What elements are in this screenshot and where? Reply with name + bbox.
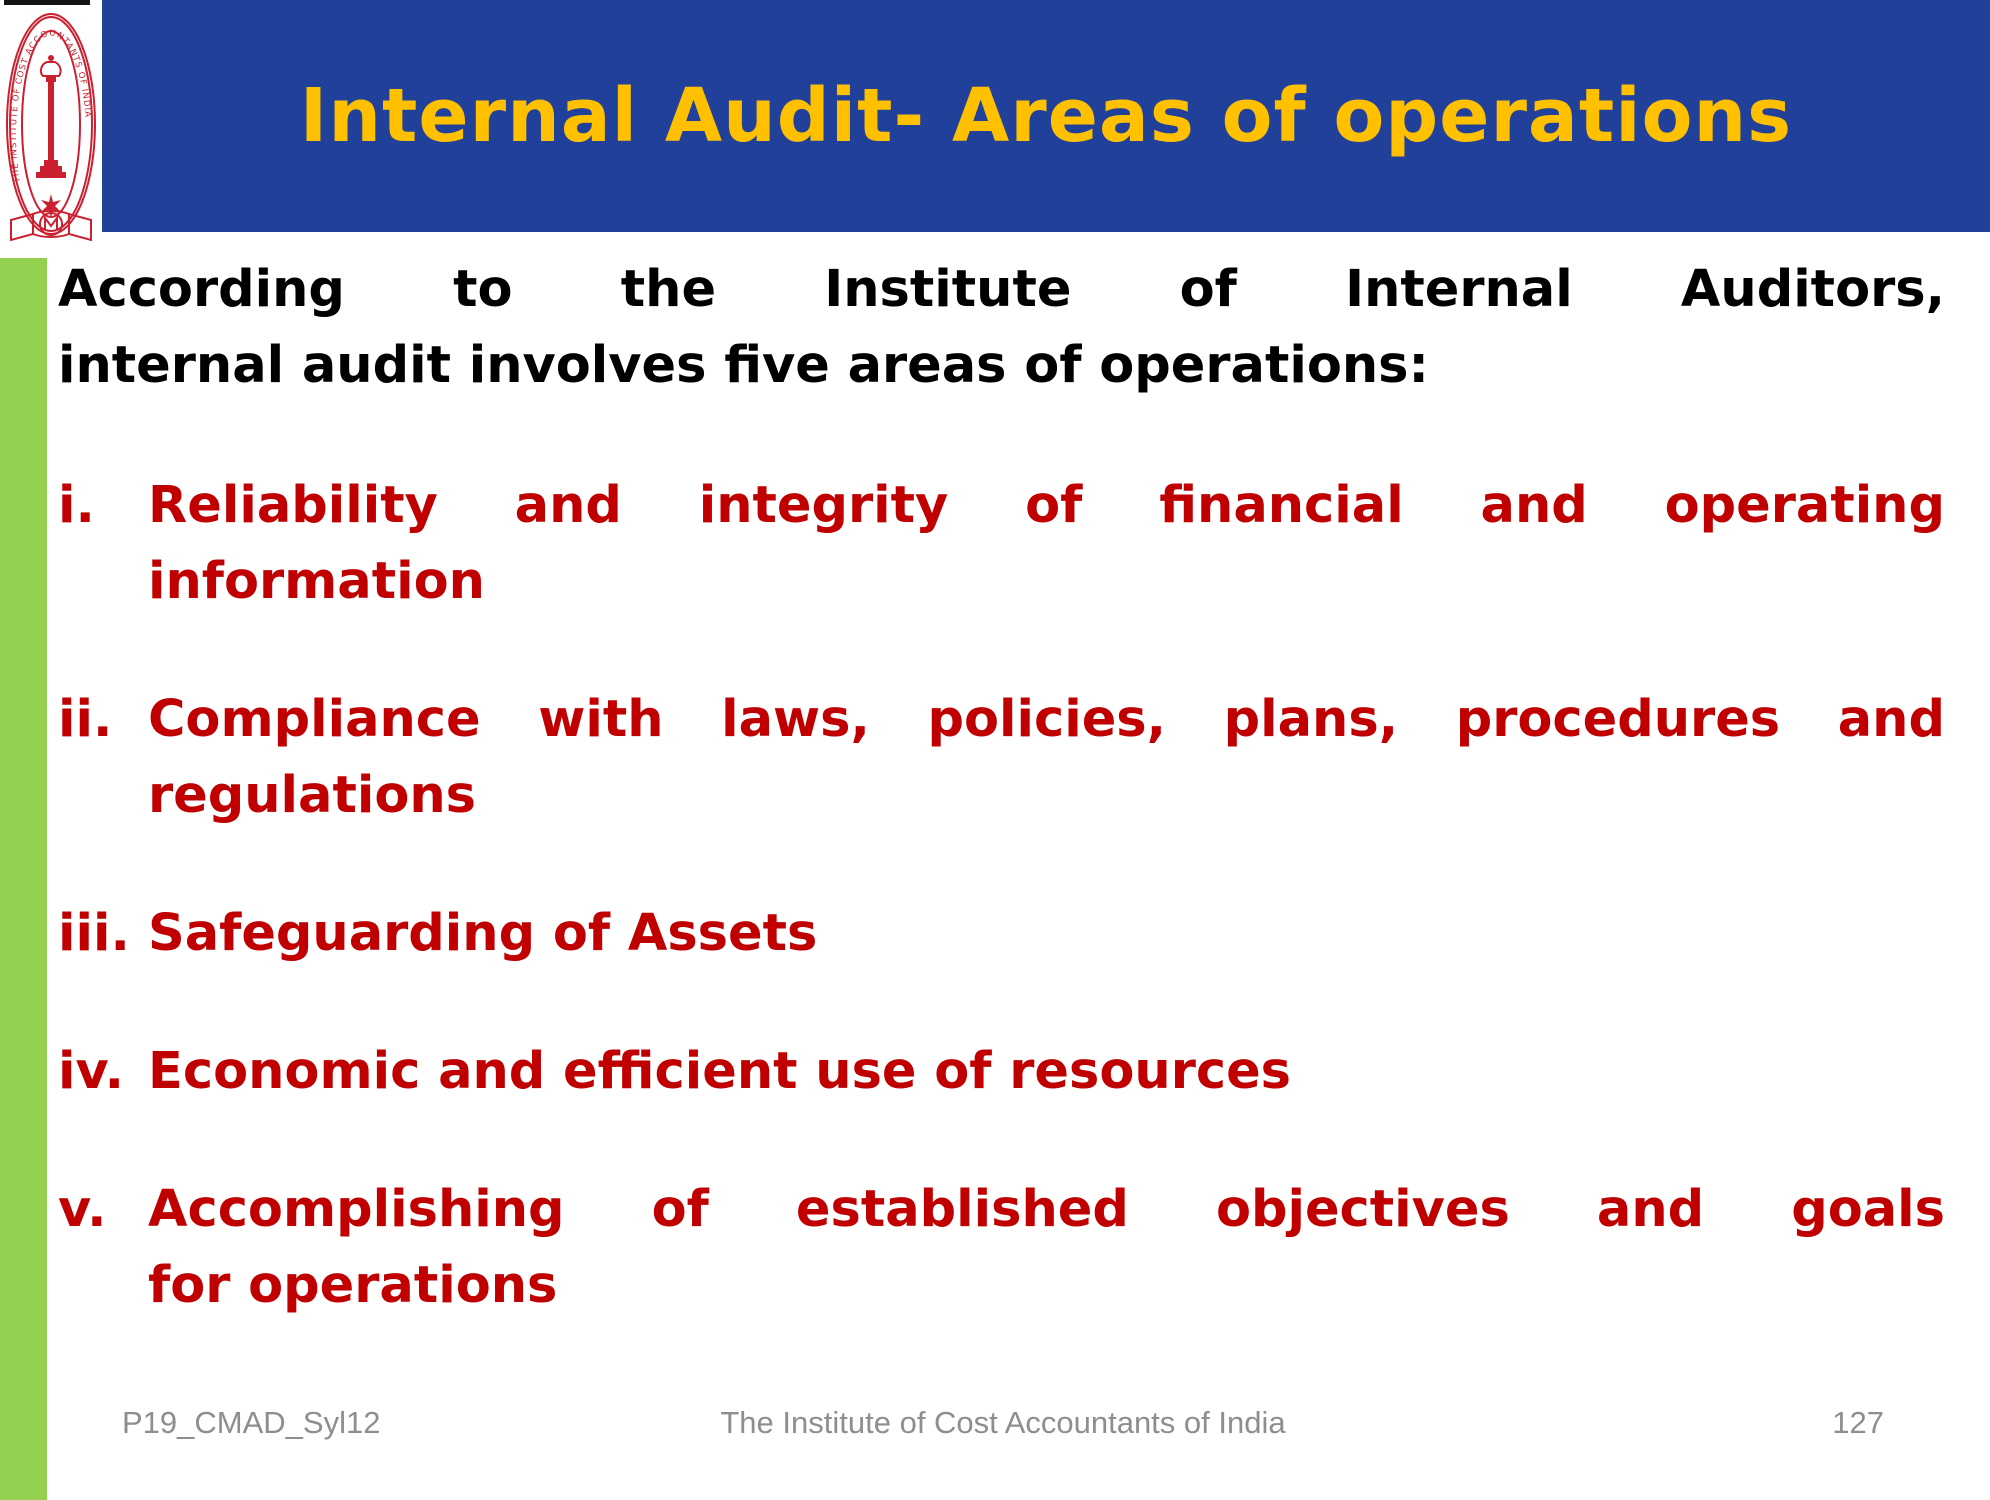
list-item-text: [148, 896, 1945, 972]
text-line: information: [148, 552, 485, 611]
footer-institute-name: The Institute of Cost Accountants of India: [720, 1405, 1286, 1440]
list-item-text: [148, 682, 1945, 834]
list-marker: ii.: [58, 690, 113, 749]
slide-footer: [122, 1398, 1884, 1448]
icai-seal-icon: [3, 6, 99, 256]
text-line: regulations: [148, 766, 477, 825]
slide-body: [58, 252, 1945, 1386]
logo: [0, 0, 102, 258]
text-line: Safeguarding of Assets: [148, 904, 818, 963]
title-bar: [102, 0, 1990, 232]
svg-text:THE INSTITUTE OF COST ACCOUNTA: THE INSTITUTE OF COST ACCOUNTANTS OF INDIA: [8, 28, 93, 184]
text-line: internal audit involves five areas of operations:: [58, 336, 1429, 395]
footer-deck-code: P19_CMAD_Syl12: [122, 1405, 381, 1440]
list-marker: iv.: [58, 1042, 124, 1101]
list-marker: v.: [58, 1180, 107, 1239]
areas-list: [58, 468, 1945, 1324]
text-line: Reliability and integrity of financial and operating: [148, 476, 1945, 535]
logo-top-rule: [4, 0, 90, 5]
list-marker: i.: [58, 476, 95, 535]
list-item-text: [148, 468, 1945, 620]
text-line: Accomplishing of established objectives and goals: [148, 1180, 1945, 1239]
intro-paragraph: [58, 252, 1945, 404]
text-line: Compliance with laws, policies, plans, procedures and: [148, 690, 1945, 749]
list-item-text: [148, 1034, 1945, 1110]
list-item: [58, 896, 1945, 972]
list-item-text: [148, 1172, 1945, 1324]
list-item: [58, 1034, 1945, 1110]
text-line: Economic and efficient use of resources: [148, 1042, 1292, 1101]
footer-page-number: 127: [1832, 1405, 1884, 1440]
page-title: Internal Audit- Areas of operations: [299, 73, 1793, 159]
list-item: [58, 468, 1945, 620]
list-marker: iii.: [58, 904, 130, 963]
green-stripe: [0, 258, 47, 1500]
list-item: [58, 682, 1945, 834]
text-line: for operations: [148, 1256, 558, 1315]
text-line: According to the Institute of Internal Auditors,: [58, 260, 1945, 319]
list-item: [58, 1172, 1945, 1324]
